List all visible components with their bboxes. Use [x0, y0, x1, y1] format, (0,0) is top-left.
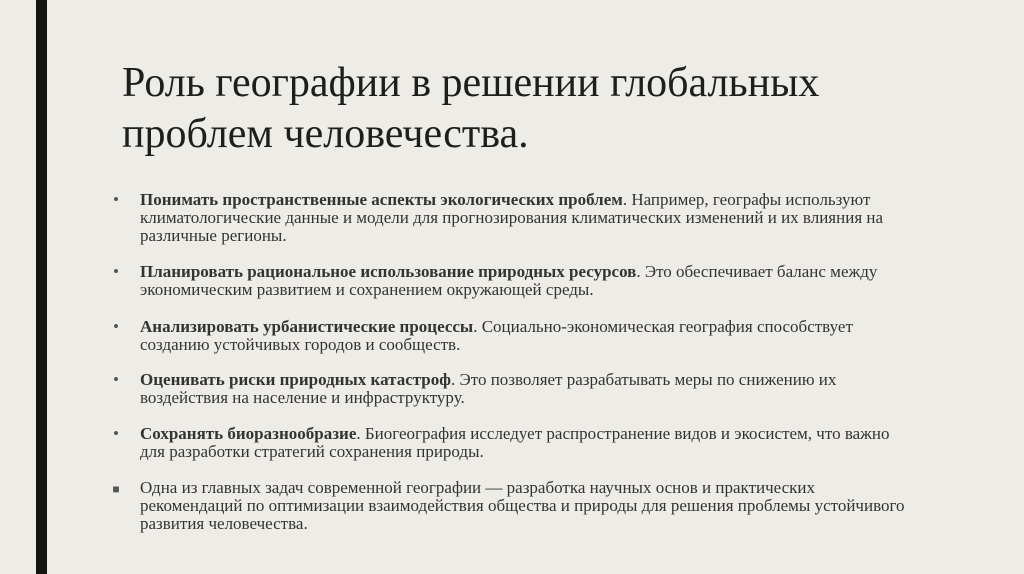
slide-title-line-1: Роль географии в решении глобальных [122, 60, 820, 106]
slide-title-line-2: проблем человечества. [122, 111, 529, 157]
summary-item [106, 479, 906, 533]
bullet-item [106, 425, 906, 461]
bullet-text: . Биогеография исследует распространение видов и экосистем, что важно для разработки стратегий сохранения природы. [140, 424, 890, 461]
bullet-text: . Это позволяет разрабатывать меры по снижению их воздействия на население и инфраструктуру. [140, 370, 837, 407]
bullet-dot-icon: • [113, 190, 119, 209]
bullet-text: . Социально-экономическая география способствует созданию устойчивых городов и сообществ. [140, 317, 853, 354]
bullet-bold-text: Сохранять биоразнообразие [140, 424, 357, 443]
bullet-dot-icon: • [113, 370, 119, 389]
summary-text: Одна из главных задач современной географии — разработка научных основ и практических рекомендаций по оптимизации взаимодействия общества и природы для решения проблемы устойчивого развития человечества. [140, 478, 905, 533]
bullet-bold-text: Оценивать риски природных катастроф [140, 370, 452, 389]
bullet-bold-text: Планировать рациональное использование природных ресурсов [140, 262, 637, 281]
left-accent-bar [36, 0, 47, 574]
bullet-item [106, 263, 906, 299]
bullet-text: . Например, географы используют климатологические данные и модели для прогнозирования климатических изменений и их влияния на различные регионы. [140, 190, 884, 245]
bullet-dot-icon: • [113, 317, 119, 336]
bullet-dot-icon: • [113, 262, 119, 281]
square-bullet-icon: ■ [112, 482, 120, 496]
slide-title [122, 58, 942, 160]
bullet-list [106, 191, 906, 533]
bullet-dot-icon: • [113, 424, 119, 443]
bullet-item [106, 191, 906, 245]
bullet-bold-text: Анализировать урбанистические процессы [140, 317, 474, 336]
bullet-text: . Это обеспечивает баланс между экономическим развитием и сохранением окружающей среды. [140, 262, 878, 299]
bullet-item [106, 371, 906, 407]
bullet-bold-text: Понимать пространственные аспекты экологических проблем [140, 190, 623, 209]
bullet-item [106, 318, 906, 354]
